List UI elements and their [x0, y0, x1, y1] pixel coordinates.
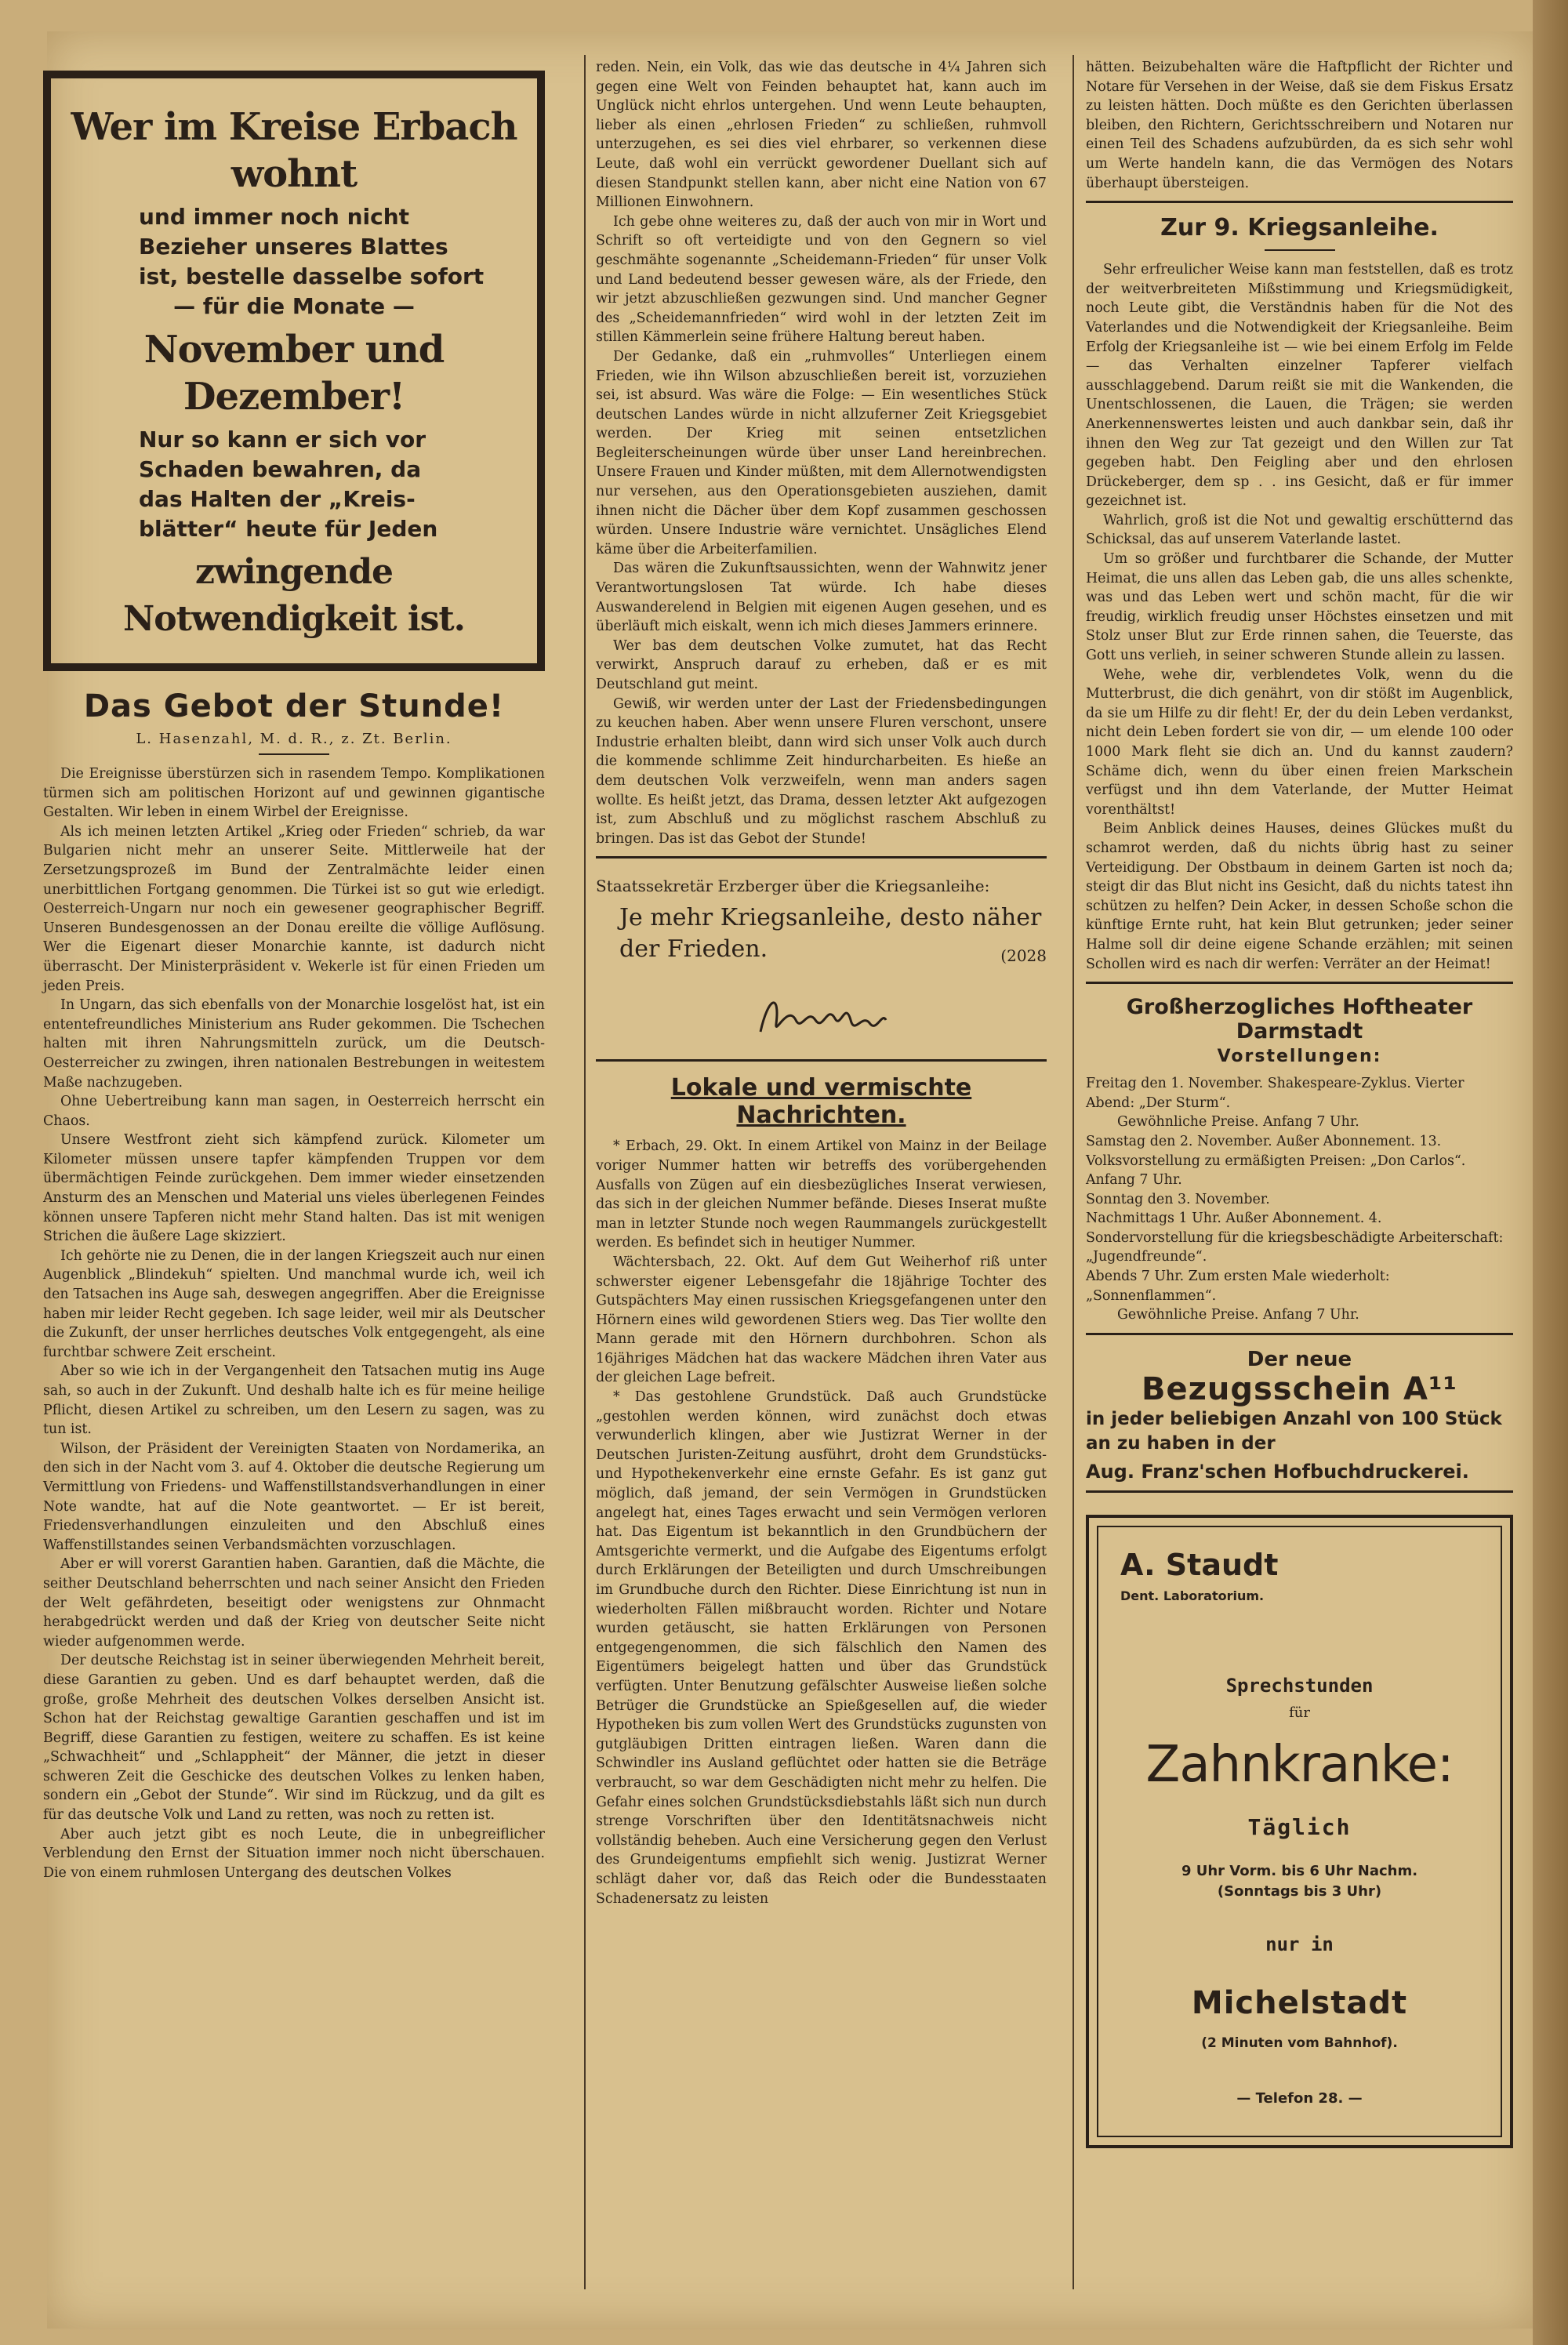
article-paragraph: Wahrlich, groß ist die Not und gewaltig erschütternd das Schicksal, das auf unserem Vaterlande lastet. — [1086, 512, 1513, 548]
article-paragraph: Das wären die Zukunftsaussichten, wenn der Wahnwitz jener Verantwortungslosen Tat würde. Ich habe dieses Auswanderelend in Belgien mit eigenen Augen gesehen, und es überläuft mich eiskalt, wenn ich mich dieses Jammers erinnere. — [596, 561, 1047, 635]
article-paragraph: Ich gehörte nie zu Denen, die in der langen Kriegszeit auch nur einen Augenblick „Blindekuh“ spielten. Und manchmal wurde ich, weil ich den Tatsachen ins Auge sah, deswegen angegriffen. Aber die Ereignisse haben mir leider Recht gegeben. Ich sage leider, weil mir als Deutscher die Zukunft, der unser herrliches deutsches Volk entgegengeht, als eine furchtbar schwere Zeit erscheint. — [43, 1247, 545, 1360]
erzberger-signature — [753, 989, 894, 1044]
dentist-ad — [1086, 1515, 1513, 2148]
theater-line: Abends 7 Uhr. Zum ersten Male wiederholt: „Sonnenflammen“. — [1086, 1269, 1390, 1304]
divider — [1265, 249, 1335, 251]
theater-line: Freitag den 1. November. Shakespeare-Zyklus. Vierter Abend: „Der Sturm“. — [1086, 1076, 1465, 1111]
article-paragraph: Beim Anblick deines Hauses, deines Glückes mußt du schamrot werden, daß du nichts übrig hast zu seiner Verteidigung. Der Obstbaum in deinem Garten ist noch da; steigt dir das Blut nicht ins Gesicht, daß du nichts tatest ihn schützen zu helfen? Dein Acker, in dessen Schoße schon die künftige Ernte ruht, hat kein Blut getrunken; jeder seiner Halme soll dir deine eigene Schande erzählen; mit seinen Schollen wird es nach dir werfen: Verräter an der Heimat! — [1086, 821, 1513, 972]
divider — [1086, 201, 1513, 203]
bezugsschein-text: in jeder beliebigen Anzahl von 100 Stück an zu haben in der — [1086, 1408, 1502, 1454]
article-paragraph: hätten. Beizubehalten wäre die Haftpflicht der Richter und Notare für Versehen in der Weise, daß sie dem Fiskus Ersatz zu leisten hätten. Doch müßte es den Gerichten überlassen bleiben, den Richtern, Gerichtsschreibern und Notaren nur einen Teil des Schadens aufzubürden, da es sich sehr wohl um Werte handeln kann, die das Vermögen des Notars überhaupt übersteigen. — [1086, 60, 1513, 191]
column-2 — [596, 58, 1047, 1908]
section-title: Lokale und vermischte Nachrichten. — [670, 1074, 972, 1130]
page-edge — [1533, 0, 1568, 2345]
theater-line: Samstag den 2. November. Außer Abonnement. 13. Volksvorstellung zu ermäßigten Preisen: „Don Carlos“. Anfang 7 Uhr. — [1086, 1133, 1466, 1189]
news-item: Wächtersbach, 22. Okt. Auf dem Gut Weiherhof riß unter schwerster eigener Lebensgefahr die 18jährige Tochter des Gutspächters May einen russischen Kriegsgefangenen unter den Hörnern eines wild gewordenen Stiers weg. Das Tier wollte den Mann gerade mit den Hörnern durchbohren. Schon als 16jähriges Mädchen hat das wackere Mädchen ihren Vater aus der gleichen Lage befreit. — [596, 1254, 1047, 1386]
divider — [1086, 1333, 1513, 1335]
article-paragraph: reden. Nein, ein Volk, das wie das deutsche in 4¼ Jahren sich gegen eine Welt von Feinden behauptet hat, kann auch im Unglück nicht ehrlos untergehen. Und wenn Leute behaupten, lieber als einen „ehrlosen Frieden“ zu schließen, ruhmvoll unterzugehen, es sei dies viel ehrbarer, so verkennen diese Leute, daß wohl ein verrückt gewordener Duellant sich auf diesen Standpunkt stellen kann, aber nicht eine Nation von 67 Millionen Einwohnern. — [596, 60, 1047, 211]
ad-text: Bezieher unseres Blattes — [139, 234, 448, 260]
article-paragraph: Der deutsche Reichstag ist in seiner überwiegenden Mehrheit bereit, diese Garantien zu geben. Und es darf behauptet werden, daß die große, große Mehrheit des deutschen Volkes derselben Ansicht ist. Schon hat der Reichstag gewaltige Garantien geschaffen und ist im Begriff, diese Garantien zu festigen, weitere zu schaffen. Es ist keine „Schwachheit“ und „Schlappheit“ der Männer, die jetzt in dieser schweren Zeit die Geschicke des deutschen Volkes zu lenken haben, sondern ein „Gebot der Stunde“. Wir sind im Rückzug, und da gilt es für das deutsche Volk und Land zu retten, was noch zu retten ist. — [43, 1653, 545, 1824]
ad-town: Michelstadt — [1191, 1984, 1408, 2021]
ad-text: — für die Monate — — [173, 293, 415, 319]
divider — [596, 856, 1047, 859]
ad-text: das Halten der „Kreis- — [139, 486, 416, 512]
erzberger-intro: Staatssekretär Erzberger über die Kriegsanleihe: — [596, 877, 990, 896]
bezugsschein-line: Der neue — [1247, 1347, 1352, 1371]
ad-telephone: — Telefon 28. — — [1236, 2089, 1363, 2107]
article-paragraph: Die Ereignisse überstürzen sich in rasendem Tempo. Komplikationen türmen sich am politischen Horizont auf und gewinnen gigantische Gestalten. Wir leben in einem Wirbel der Ereignisse. — [43, 766, 545, 821]
article-paragraph: Unsere Westfront zieht sich kämpfend zurück. Kilometer um Kilometer müssen unsere tapfer kämpfenden Truppen vor dem übermächtigen Feinde zurückgehen. Dem immer wieder einsetzenden Ansturm des an Menschen und Material uns vieles überlegenen Feindes können unsere Tapferen nicht mehr Stand halten. Das ist mit wenigen Strichen die äußere Lage skizziert. — [43, 1132, 545, 1245]
ad-text: ist, bestelle dasselbe sofort — [139, 263, 485, 289]
article-paragraph: Als ich meinen letzten Artikel „Krieg oder Frieden“ schrieb, da war Bulgarien nicht mehr an unserer Seite. Mittlerweile hat der Zersetzungsprozeß im Bund der Zentralmächte leider einen unerbittlichen Fortgang genommen. Die Türkei ist so gut wie erledigt. Oesterreich-Ungarn nur noch ein gewesener geographischer Begriff. Unseren Bundesgenossen an der Donau ereilte die völlige Auflösung. Wer die Eigenart dieser Monarchie kannte, ist dadurch nicht überrascht. Der Ministerpräsident v. Wekerle ist für einen Frieden um jeden Preis. — [43, 823, 545, 994]
column-rule — [584, 55, 586, 2289]
dentist-lab: Dent. Laboratorium. — [1120, 1588, 1265, 1603]
article-paragraph: Der Gedanke, daß ein „ruhmvolles“ Unterliegen einem Frieden, wie ihn Wilson abzuschließen bereit ist, vorzuziehen sei, ist absurd. Was wäre die Folge: — Ein wesentliches Stück deutschen Landes würde in nicht allzuferner Zeit Kriegsgebiet werden. Der Krieg mit seinen entsetzlichen Begleiterscheinungen würde über unser Land hereinbrechen. Unsere Frauen und Kinder müßten, mit dem Allernotwendigsten nur versehen, aus den Operationsgebieten ausziehen, damit ihnen nicht die Dächer über dem Kopf zusammen geschossen würden. Unsere Industrie wäre vernichtet. Unsägliches Elend käme über die Arbeiterfamilien. — [596, 348, 1047, 557]
ad-text: Schaden bewahren, da — [139, 456, 422, 482]
article-paragraph: Ich gebe ohne weiteres zu, daß der auch von mir in Wort und Schrift so oft verteidigte und von den Gegnern so viel geschmähte sogenannte „Scheidemann-Frieden“ für unser Volk und Land bedeutend besser gewesen wäre, als der Friede, den wir jetzt abzuschließen gezwungen sind. Und mancher Gegner des „Scheidemannfrieden“ wird wohl in der letzten Zeit im stillen Kämmerlein seine frühere Haltung bereut haben. — [596, 213, 1047, 346]
news-item: * Erbach, 29. Okt. In einem Artikel von Mainz in der Beilage voriger Nummer hatten wir betreffs des vorübergehenden Ausfalls von Zügen auf ein diesbezügliches Inserat verwiesen, das sich in der gleichen Nummer befände. Dieses Inserat mußte man in letzter Stunde noch wegen Raummangels zurückgestellt werden. Es befindet sich in heutiger Nummer. — [596, 1138, 1047, 1251]
divider — [1086, 982, 1513, 984]
ad-distance: (2 Minuten vom Bahnhof). — [1201, 2035, 1398, 2051]
article-paragraph: Aber auch jetzt gibt es noch Leute, die in unbegreiflicher Verblendung den Ernst der Situation immer noch nicht überschauen. Die von einem ruhmlosen Untergang des deutschen Volkes — [43, 1826, 545, 1881]
ad-fuer: für — [1289, 1704, 1310, 1721]
dentist-name: A. Staudt — [1120, 1547, 1279, 1582]
column-rule — [1073, 55, 1074, 2289]
news-item: * Das gestohlene Grundstück. Daß auch Grundstücke „gestohlen werden können, wird zunächst doch etwas verwunderlich klingen, aber wie Justizrat Werner in der Deutschen Juristen-Zeitung ausführt, droht dem Grundstücks- und Hypothekenverkehr eine ernste Gefahr. Es ist ganz gut möglich, daß jemand, der sein Vermögen in Grundstücken angelegt hat, eines Tages erwacht und sein Vermögen verloren hat. Das Eigentum ist bekanntlich in den Grundbüchern der Amtsgerichte vermerkt, und die Aufgabe des Eigentums erfolgt durch Erklärungen der Beteiligten und durch Umschreibungen im Grundbuche durch den Richter. Diese Einrichtung ist nun in wiederholten Fällen mißbraucht worden. Richter und Notare wurden getäuscht, sie hatten Erklärungen von Personen entgegengenommen, die sich fälschlich den Namen des Eigentümers beigelegt hatten und über das Grundstück verfügten. Unter Benutzung gefälschter Ausweise ließen solche Betrüger die Grundstücke an Spießgesellen auf, die wieder Hypotheken bis zum vollen Wert des Grundstücks zugunsten von gutgläubigen Dritten eintragen ließen. Waren dann die Schwindler ins Ausland geflüchtet oder hatten sie die Beträge verbraucht, so war dem Geschädigten nicht mehr zu helfen. Die Gefahr eines solchen Grundstücksdiebstahls läßt sich nun durch strenge Vorschriften über den Identitätsnachweis nicht vollständig beheben. Auch eine Versicherung gegen den Verlust des Grundeigentums empfiehlt sich wenig. Justizrat Werner schlägt daher vor, daß das Reich oder die Bundesstaaten Schadenersatz zu leisten — [596, 1389, 1047, 1907]
article-paragraph: Gewiß, wir werden unter der Last der Friedensbedingungen zu keuchen haben. Aber wenn unsere Fluren verschont, unsere Industrie erhalten bleibt, dann wird sich unser Volk auch durch die kommende schlimme Zeit hindurcharbeiten. Es hieße an dem deutschen Volk verzweifeln, wenn man anders sagen wollte. Es heißt jetzt, das Drama, dessen letzter Akt aufgezogen ist, zum Abschluß und zu möglichst raschem Abschluß zu bringen. Das ist das Gebot der Stunde! — [596, 695, 1047, 847]
section-title: Zur 9. Kriegsanleihe. — [1160, 214, 1439, 242]
bezugsschein-title: Bezugsschein A¹¹ — [1141, 1370, 1458, 1407]
article-paragraph: Aber er will vorerst Garantien haben. Garantien, daß die Mächte, die seither Deutschland beherrschten und nach seiner Ansicht den Frieden der Welt gefährdeten, beseitigt oder wenigstens zur Ohnmacht herabgedrückt werden und daß der Krieg von deutscher Seite nicht wieder aufgenommen werde. — [43, 1556, 545, 1650]
article-paragraph: Um so größer und furchtbarer die Schande, der Mutter Heimat, die uns allen das Leben gab, die uns alles schenkte, was und das Leben wert und schön macht, für die wir freudig, wirklich freudig unser Höchstes einsetzen und mit Stolz unser Blut zur Erde rinnen sahen, die Teuerste, das Gott uns verlieh, in seiner schweren Stunde allein zu lassen. — [1086, 551, 1513, 664]
column-1 — [43, 71, 545, 1882]
article-paragraph: Ohne Uebertreibung kann man sagen, in Oesterreich herrscht ein Chaos. — [43, 1094, 545, 1129]
article-title: Das Gebot der Stunde! — [83, 688, 505, 724]
ad-zahnkranke: Zahnkranke: — [1145, 1735, 1454, 1794]
theater-title: Großherzogliches Hoftheater Darmstadt — [1126, 995, 1473, 1044]
subscription-ad — [43, 71, 545, 671]
erzberger-quote: Je mehr Kriegsanleihe, desto näher der Frieden. — [619, 904, 1042, 964]
theater-subtitle: Vorstellungen: — [1217, 1047, 1382, 1067]
ad-text: und immer noch nicht — [139, 204, 410, 230]
ad-closing: zwingende Notwendigkeit ist. — [123, 552, 465, 639]
ad-hours-line: (Sonntags bis 3 Uhr) — [1217, 1882, 1382, 1900]
ad-hours-line: 9 Uhr Vorm. bis 6 Uhr Nachm. — [1181, 1862, 1418, 1879]
ad-number: (2028 — [1000, 946, 1047, 966]
theater-line: Nachmittags 1 Uhr. Außer Abonnement. 4. Sondervorstellung für die kriegsbeschädigte Arbeiterschaft: „Jugendfreunde“. — [1086, 1211, 1504, 1265]
article-paragraph: Sehr erfreulicher Weise kann man feststellen, daß es trotz der weitverbreiteten Mißstimmung und Kriegsmüdigkeit, noch Leute gibt, die Verständnis haben für die Not des Vaterlandes und die Notwendigkeit der Kriegsanleihe. Beim Erfolg der Kriegsanleihe ist — wie bei einem Erfolg im Felde — das Verhalten einzelner Tapferer vielfach ausschlaggebend. Darum reißt sie mit die Wankenden, die Unentschlossenen, die Lauen, die Trägen; sie werden Anerkennenswertes leisten und auch dankbar sein, daß ihr ihnen den Weg zur Tat gezeigt und den Willen zur Tat gegeben habt. Den Feigling aber und den ehrlosen Drückeberger, dem sp . . ins Gesicht, daß er für immer gezeichnet ist. — [1086, 262, 1513, 510]
divider — [596, 1059, 1047, 1062]
ad-hours — [1089, 1861, 1510, 1902]
theater-line: Gewöhnliche Preise. Anfang 7 Uhr. — [1117, 1114, 1359, 1131]
divider — [259, 753, 329, 755]
column-3 — [1086, 58, 1513, 2148]
ad-headline: Wer im Kreise Erbach wohnt — [71, 105, 517, 196]
article-paragraph: In Ungarn, das sich ebenfalls von der Monarchie losgelöst hat, ist ein ententefreundliches Ministerium ans Ruder gekommen. Die Tschechen halten mit ihren Nahrungsmitteln zurück, um die Deutsch-Oesterreicher zu zwingen, ihren nationalen Bestrebungen in weitestem Maße nachzugeben. — [43, 997, 545, 1091]
ad-text: blätter“ heute für Jeden — [139, 516, 438, 542]
theater-line: Sonntag den 3. November. — [1086, 1191, 1270, 1207]
ad-months: November und Dezember! — [143, 328, 445, 419]
article-paragraph: Aber so wie ich in der Vergangenheit den Tatsachen mutig ins Auge sah, so auch in der Zukunft. Und deshalb halte ich es für meine heilige Pflicht, diesen Artikel zu schreiben, um den Lesern zu sagen, was zu tun ist. — [43, 1363, 545, 1438]
article-byline: L. Hasenzahl, M. d. R., z. Zt. Berlin. — [136, 731, 452, 747]
ad-sprechstunden: Sprechstunden — [1225, 1674, 1374, 1697]
theater-line: Gewöhnliche Preise. Anfang 7 Uhr. — [1117, 1307, 1359, 1323]
article-paragraph: Wer bas dem deutschen Volke zumutet, hat das Recht verwirkt, Anspruch darauf zu erheben, daß er es mit Deutschland gut meint. — [596, 637, 1047, 692]
article-paragraph: Wilson, der Präsident der Vereinigten Staaten von Nordamerika, an den sich in der Nacht vom 3. auf 4. Oktober die deutsche Regierung um Vermittlung von Friedens- und Waffenstillstandsverhandlungen in einer Note wandte, hat auf die Note geantwortet. — Er ist bereit, Friedensverhandlungen einzuleiten und den Abschluß eines Waffenstillstandes seinen Verbandsmächten vorzuschlagen. — [43, 1440, 545, 1553]
bezugsschein-printer: Aug. Franz'schen Hofbuchdruckerei. — [1086, 1460, 1469, 1483]
ad-text: Nur so kann er sich vor — [139, 427, 426, 452]
article-paragraph: Wehe, wehe dir, verblendetes Volk, wenn du die Mutterbrust, die dich genährt, von dir stößt im Augenblick, da sie um Hilfe zu dir fleht! Er, der du dein Leben verdankst, nicht dein Leben fordert sie von dir, — um elende 100 oder 1000 Mark fleht sie dich an. Und du kannst zaudern? Schäme dich, wenn du über einen freien Markschein verfügst und ihn dem Vaterlande, der Mutter Heimat vorenthältst! — [1086, 666, 1513, 818]
divider — [1086, 1490, 1513, 1493]
ad-nur-in: nur in — [1265, 1933, 1334, 1955]
ad-taeglich: Täglich — [1247, 1813, 1352, 1840]
